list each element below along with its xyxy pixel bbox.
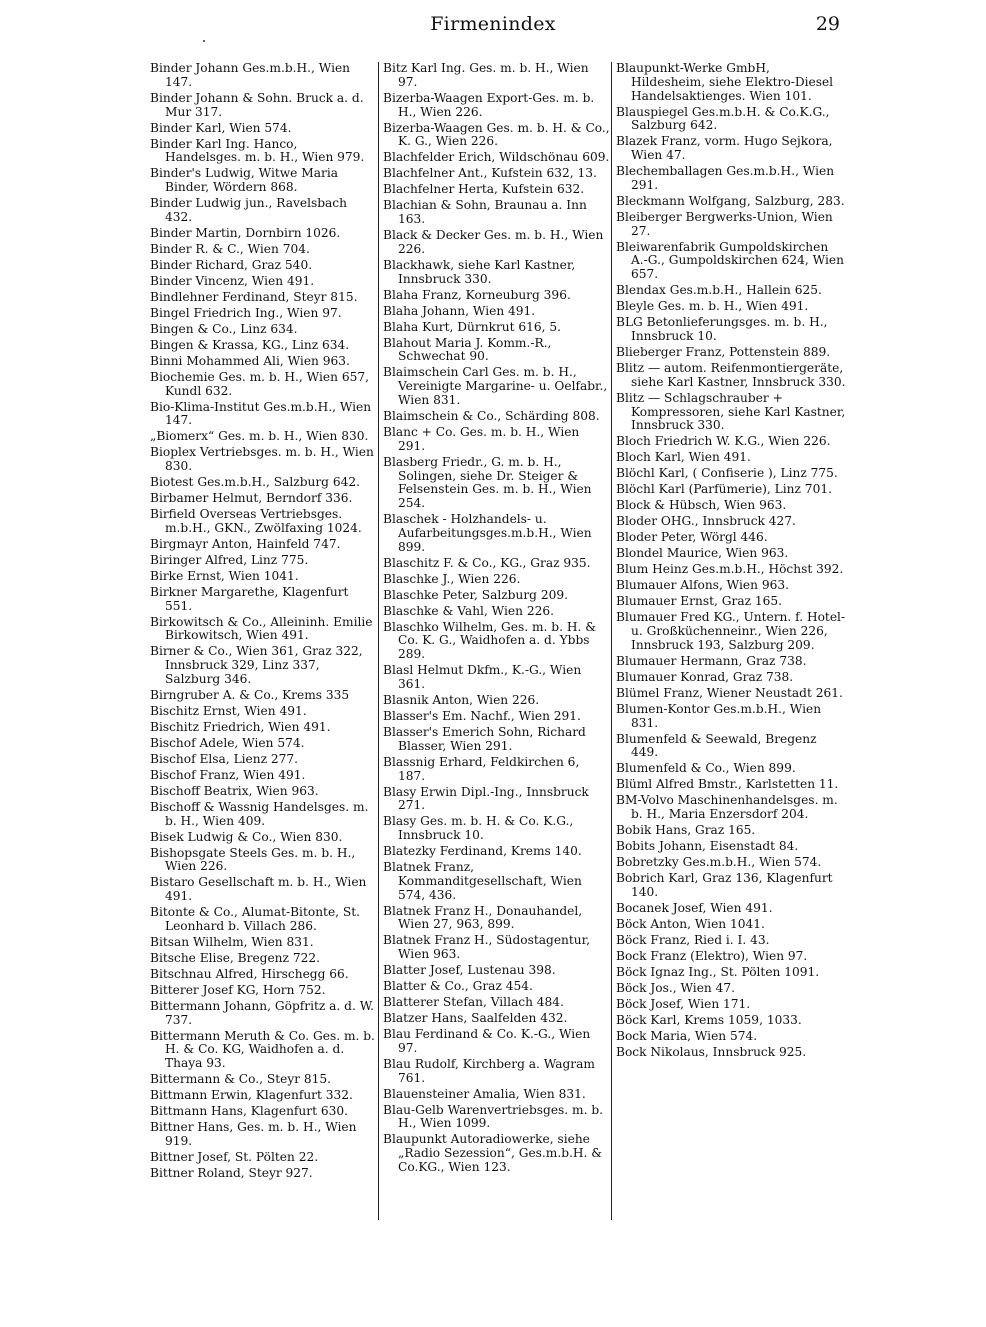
index-entry: Blaha Kurt, Dürnkrut 616, 5. — [383, 319, 562, 334]
index-entry: Blitz — autom. Reifenmontiergeräte, siehe Karl Kastner, Innsbruck 330. — [616, 361, 846, 389]
index-entry: Bittermann Meruth & Co. Ges. m. b. H. & Co. KG, Waidhofen a. d. Thaya 93. — [150, 1028, 375, 1071]
index-entry: Bingen & Krassa, KG., Linz 634. — [150, 337, 350, 352]
index-entry: Bischoff & Wassnig Handelsges. m. b. H., Wien 409. — [150, 799, 369, 828]
index-entry: Bittermann Johann, Göpfritz a. d. W. 737. — [150, 998, 375, 1027]
index-entry: Böck Franz, Ried i. I. 43. — [616, 932, 770, 947]
index-entry: Bitsche Elise, Bregenz 722. — [150, 950, 320, 965]
index-entry: Blaschko Wilhelm, Ges. m. b. H. & Co. K. G., Waidhofen a. d. Ybbs 289. — [383, 619, 597, 662]
index-entry: Blahout Maria J. Komm.-R., Schwechat 90. — [383, 335, 552, 364]
index-entry: Blachfelner Herta, Kufstein 632. — [383, 182, 585, 197]
index-entry: Bishopsgate Steels Ges. m. b. H., Wien 226. — [150, 845, 356, 874]
index-entry: Bischitz Ernst, Wien 491. — [150, 703, 307, 718]
index-entry: Bobrich Karl, Graz 136, Klagenfurt 140. — [616, 870, 833, 899]
index-entry: Biotest Ges.m.b.H., Salzburg 642. — [150, 475, 360, 490]
column-divider — [378, 62, 379, 1220]
index-entry: Blassnig Erhard, Feldkirchen 6, 187. — [383, 754, 580, 783]
index-entry: Birgmayr Anton, Hainfeld 747. — [150, 536, 341, 551]
index-entry: Bitterer Josef KG, Horn 752. — [150, 982, 326, 997]
index-entry: Blaschke J., Wien 226. — [383, 571, 521, 586]
index-entry: Blaimschein & Co., Schärding 808. — [383, 408, 600, 423]
index-entry: Biochemie Ges. m. b. H., Wien 657, Kundl 632. — [150, 369, 369, 398]
index-entry: Bock Nikolaus, Innsbruck 925. — [616, 1044, 807, 1059]
index-entry: Bobretzky Ges.m.b.H., Wien 574. — [616, 855, 822, 869]
index-entry: Blatnek Franz, Kommanditgesellschaft, Wien 574, 436. — [383, 860, 582, 902]
index-entry: Blumauer Ernst, Graz 165. — [616, 594, 783, 609]
index-entry: Binder Karl, Wien 574. — [150, 120, 292, 135]
index-column-1 — [150, 62, 375, 1183]
index-entry: Bittermann & Co., Steyr 815. — [150, 1072, 332, 1087]
index-entry: Bock Franz (Elektro), Wien 97. — [616, 948, 808, 963]
index-entry: Binder Vincenz, Wien 491. — [150, 273, 315, 288]
index-entry: Blaha Johann, Wien 491. — [383, 303, 536, 318]
index-entry: Binder Richard, Graz 540. — [150, 257, 313, 272]
index-entry: Böck Ignaz Ing., St. Pölten 1091. — [616, 964, 820, 979]
index-entry: Biringer Alfred, Linz 775. — [150, 552, 309, 567]
index-entry: Bischitz Friedrich, Wien 491. — [150, 719, 331, 734]
index-entry: Bischoff Beatrix, Wien 963. — [150, 783, 319, 798]
index-entry: Birngruber A. & Co., Krems 335 — [150, 687, 350, 702]
index-entry: Blasnik Anton, Wien 226. — [383, 692, 540, 707]
index-entry: Blumauer Konrad, Graz 738. — [616, 669, 794, 684]
index-entry: Bisek Ludwig & Co., Wien 830. — [150, 829, 343, 844]
index-entry: Bio-Klima-Institut Ges.m.b.H., Wien 147. — [150, 399, 372, 428]
index-entry: Blaschek - Holzhandels- u. Aufarbeitungsges.m.b.H., Wien 899. — [383, 512, 592, 554]
index-entry: Blüml Alfred Bmstr., Karlstetten 11. — [616, 777, 839, 792]
index-entry: BLG Betonlieferungsges. m. b. H., Innsbruck 10. — [616, 315, 828, 344]
index-entry: Bischof Franz, Wien 491. — [150, 767, 306, 782]
index-entry: Blumenfeld & Co., Wien 899. — [616, 761, 796, 776]
index-entry: Birkner Margarethe, Klagenfurt 551. — [150, 584, 349, 613]
index-entry: Bleyle Ges. m. b. H., Wien 491. — [616, 299, 809, 314]
index-entry: Bloder Peter, Wörgl 446. — [616, 530, 768, 545]
index-entry: Bock Maria, Wien 574. — [616, 1028, 758, 1043]
index-entry: Blumen-Kontor Ges.m.b.H., Wien 831. — [616, 701, 822, 730]
index-entry: Bittner Roland, Steyr 927. — [150, 1165, 313, 1180]
index-entry: Bittner Josef, St. Pölten 22. — [150, 1149, 319, 1164]
index-entry: Blaimschein Carl Ges. m. b. H., Vereinigte Margarine- u. Oelfabr., Wien 831. — [383, 365, 608, 407]
index-entry: Blaschke & Vahl, Wien 226. — [383, 603, 554, 618]
index-entry: Blauspiegel Ges.m.b.H. & Co.K.G., Salzburg 642. — [616, 104, 830, 133]
index-entry: Binder R. & C., Wien 704. — [150, 241, 310, 256]
index-entry: Bingel Friedrich Ing., Wien 97. — [150, 305, 342, 320]
index-entry: Bindlehner Ferdinand, Steyr 815. — [150, 289, 358, 304]
index-entry: Binder Johann Ges.m.b.H., Wien 147. — [150, 61, 351, 89]
page-title: Firmenindex — [430, 13, 556, 35]
index-entry: Blumauer Alfons, Wien 963. — [616, 578, 789, 593]
index-entry: Blachian & Sohn, Braunau a. Inn 163. — [383, 198, 587, 227]
index-entry: Bocanek Josef, Wien 491. — [616, 900, 773, 915]
index-entry: Bingen & Co., Linz 634. — [150, 321, 298, 336]
index-entry: Birfield Overseas Vertriebsges. m.b.H., GKN., Zwölfaxing 1024. — [150, 507, 362, 535]
index-entry: Bleiwarenfabrik Gumpoldskirchen A.-G., Gumpoldskirchen 624, Wien 657. — [616, 239, 844, 282]
index-column-2 — [383, 62, 610, 1177]
index-entry: Bioplex Vertriebsges. m. b. H., Wien 830. — [150, 445, 374, 474]
index-entry: Blazek Franz, vorm. Hugo Sejkora, Wien 47. — [616, 134, 833, 163]
index-entry: Blatterer Stefan, Villach 484. — [383, 995, 564, 1010]
index-entry: Blöchl Karl (Parfümerie), Linz 701. — [616, 482, 832, 497]
index-entry: Böck Josef, Wien 171. — [616, 996, 751, 1011]
index-entry: Blau-Gelb Warenvertriebsges. m. b. H., Wien 1099. — [383, 1102, 604, 1131]
index-entry: Blasberg Friedr., G. m. b. H., Solingen, siehe Dr. Steiger & Felsenstein Ges. m. b. H., Wien 254. — [383, 454, 592, 511]
index-entry: BM-Volvo Maschinenhandelsges. m. b. H., Maria Enzersdorf 204. — [616, 793, 838, 822]
index-entry: Blasl Helmut Dkfm., K.-G., Wien 361. — [383, 663, 582, 691]
index-entry: Böck Karl, Krems 1059, 1033. — [616, 1012, 802, 1027]
index-entry: Blauensteiner Amalia, Wien 831. — [383, 1086, 586, 1101]
index-entry: Blum Heinz Ges.m.b.H., Höchst 392. — [616, 562, 844, 577]
index-entry: „Biomerx“ Ges. m. b. H., Wien 830. — [150, 429, 369, 444]
index-entry: Birkowitsch & Co., Alleininh. Emilie Birkowitsch, Wien 491. — [150, 614, 373, 643]
index-entry: Binder Karl Ing. Hanco, Handelsges. m. b. H., Wien 979. — [150, 136, 365, 165]
index-entry: Blasser's Emerich Sohn, Richard Blasser, Wien 291. — [383, 724, 586, 753]
stray-mark — [203, 40, 205, 42]
index-entry: Blaupunkt Autoradiowerke, siehe „Radio Sezession“, Ges.m.b.H. & Co.KG., Wien 123. — [383, 1132, 603, 1175]
index-entry: Bittner Hans, Ges. m. b. H., Wien 919. — [150, 1120, 357, 1148]
index-entry: Böck Jos., Wien 47. — [616, 980, 736, 995]
index-entry: Bleckmann Wolfgang, Salzburg, 283. — [616, 193, 845, 208]
index-entry: Bischof Elsa, Lienz 277. — [150, 751, 299, 766]
index-entry: Bloch Friedrich W. K.G., Wien 226. — [616, 434, 831, 449]
index-entry: Blasy Erwin Dipl.-Ing., Innsbruck 271. — [383, 784, 589, 813]
index-entry: Blumauer Hermann, Graz 738. — [616, 653, 807, 668]
index-entry: Blachfelder Erich, Wildschönau 609. — [383, 150, 610, 165]
index-entry: Bitschnau Alfred, Hirschegg 66. — [150, 966, 349, 981]
index-entry: Blaschitz F. & Co., KG., Graz 935. — [383, 555, 591, 570]
index-entry: Bittmann Hans, Klagenfurt 630. — [150, 1104, 349, 1119]
index-entry: Bistaro Gesellschaft m. b. H., Wien 491. — [150, 875, 367, 904]
index-entry: Birner & Co., Wien 361, Graz 322, Innsbruck 329, Linz 337, Salzburg 346. — [150, 644, 363, 686]
index-entry: Binder's Ludwig, Witwe Maria Binder, Wördern 868. — [150, 166, 339, 195]
index-column-3 — [616, 62, 846, 1062]
index-entry: Binder Martin, Dornbirn 1026. — [150, 225, 341, 240]
index-entry: Binder Ludwig jun., Ravelsbach 432. — [150, 196, 347, 224]
index-entry: Bloch Karl, Wien 491. — [616, 450, 751, 465]
index-entry: Blöchl Karl, ( Confiserie ), Linz 775. — [616, 466, 838, 481]
index-entry: Blatzer Hans, Saalfelden 432. — [383, 1011, 568, 1026]
column-divider — [611, 62, 612, 1220]
page-number: 29 — [815, 13, 840, 35]
index-entry: Bleiberger Bergwerks-Union, Wien 27. — [616, 209, 833, 238]
index-entry: Bitsan Wilhelm, Wien 831. — [150, 934, 314, 949]
index-entry: Blumauer Fred KG., Untern. f. Hotel- u. Großküchenneinr., Wien 226, Innsbruck 193, Salzburg 209. — [616, 610, 846, 652]
index-entry: Bobits Johann, Eisenstadt 84. — [616, 839, 799, 854]
index-entry: Binder Johann & Sohn. Bruck a. d. Mur 317. — [150, 90, 364, 119]
index-entry: Blachfelner Ant., Kufstein 632, 13. — [383, 166, 597, 181]
index-entry: Bloder OHG., Innsbruck 427. — [616, 514, 796, 529]
index-entry: Blasser's Em. Nachf., Wien 291. — [383, 708, 581, 723]
index-entry: Blaschke Peter, Salzburg 209. — [383, 587, 568, 602]
index-entry: Böck Anton, Wien 1041. — [616, 916, 765, 931]
index-entry: Bischof Adele, Wien 574. — [150, 735, 305, 750]
index-entry: Blaupunkt-Werke GmbH, Hildesheim, siehe Elektro-Diesel Handelsaktienges. Wien 101. — [616, 61, 834, 103]
index-entry: Blitz — Schlagschrauber + Kompressoren, siehe Karl Kastner, Innsbruck 330. — [616, 390, 846, 433]
index-entry: Blatter Josef, Lustenau 398. — [383, 963, 556, 978]
index-entry: Blatnek Franz H., Donauhandel, Wien 27, 963, 899. — [383, 903, 583, 932]
index-entry: Bittmann Erwin, Klagenfurt 332. — [150, 1088, 353, 1103]
index-entry: Blechemballagen Ges.m.b.H., Wien 291. — [616, 164, 835, 192]
index-entry: Blatnek Franz H., Südostagentur, Wien 963. — [383, 933, 591, 962]
index-entry: Blau Ferdinand & Co. K.-G., Wien 97. — [383, 1027, 591, 1055]
index-entry: Bizerba-Waagen Export-Ges. m. b. H., Wien 226. — [383, 90, 595, 119]
index-entry: Blatezky Ferdinand, Krems 140. — [383, 844, 582, 859]
index-entry: Bitonte & Co., Alumat-Bitonte, St. Leonhard b. Villach 286. — [150, 905, 361, 933]
index-entry: Blackhawk, siehe Karl Kastner, Innsbruck 330. — [383, 257, 576, 286]
index-entry: Binni Mohammed Ali, Wien 963. — [150, 353, 350, 368]
index-entry: Blasy Ges. m. b. H. & Co. K.G., Innsbruck 10. — [383, 814, 574, 843]
index-entry: Birke Ernst, Wien 1041. — [150, 568, 299, 583]
index-entry: Blaha Franz, Korneuburg 396. — [383, 287, 571, 302]
index-entry: Blendax Ges.m.b.H., Hallein 625. — [616, 283, 822, 298]
index-entry: Block & Hübsch, Wien 963. — [616, 498, 787, 513]
index-entry: Blumenfeld & Seewald, Bregenz 449. — [616, 731, 817, 760]
index-entry: Bobik Hans, Graz 165. — [616, 823, 756, 838]
index-entry: Birbamer Helmut, Berndorf 336. — [150, 491, 353, 506]
index-entry: Blau Rudolf, Kirchberg a. Wagram 761. — [383, 1056, 595, 1085]
index-entry: Blanc + Co. Ges. m. b. H., Wien 291. — [383, 424, 580, 453]
index-entry: Bitz Karl Ing. Ges. m. b. H., Wien 97. — [383, 61, 589, 89]
index-entry: Black & Decker Ges. m. b. H., Wien 226. — [383, 228, 604, 256]
index-entry: Blatter & Co., Graz 454. — [383, 979, 533, 994]
index-entry: Blieberger Franz, Pottenstein 889. — [616, 345, 831, 360]
index-entry: Blümel Franz, Wiener Neustadt 261. — [616, 685, 843, 700]
index-entry: Bizerba-Waagen Ges. m. b. H. & Co., K. G., Wien 226. — [383, 120, 610, 149]
index-entry: Blondel Maurice, Wien 963. — [616, 546, 789, 561]
